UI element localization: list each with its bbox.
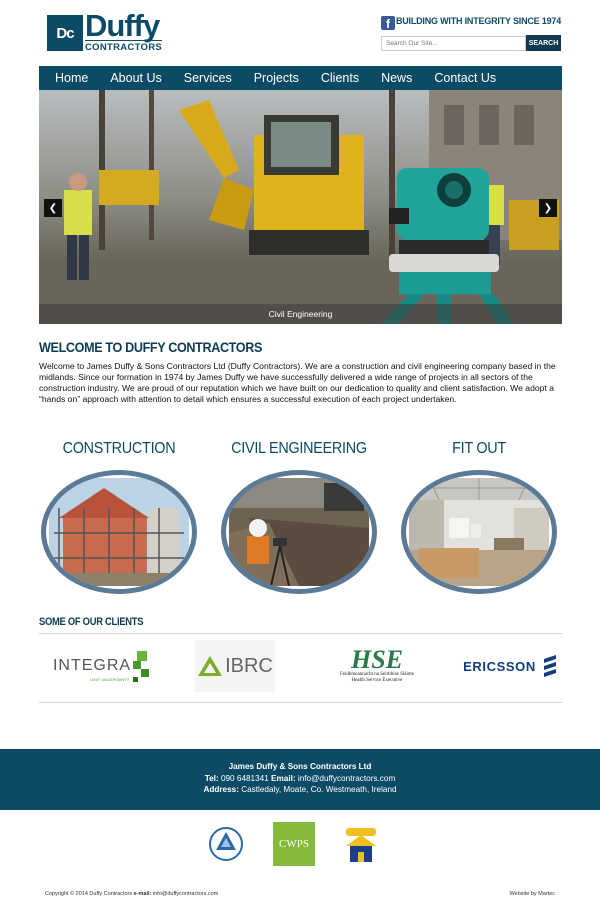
copyright <box>45 891 218 897</box>
logo-subtitle: CONTRACTORS <box>85 42 163 53</box>
website-credit[interactable]: Website by Martec <box>509 891 555 897</box>
logo-mark: Dc <box>47 15 83 51</box>
client-logo-hse[interactable] <box>332 640 422 692</box>
client-logo-integra[interactable] <box>52 640 152 692</box>
nav-services[interactable]: Services <box>183 71 232 85</box>
ericsson-bars-icon <box>542 655 558 677</box>
slider-caption: Civil Engineering <box>39 304 562 324</box>
integra-tagline: LIMIT UNCERTAINTY <box>90 677 130 682</box>
footer-tel-label: Tel: <box>204 773 219 783</box>
service-title[interactable]: FIT OUT <box>452 440 506 457</box>
hse-english-name: Health Service Executive <box>351 678 403 683</box>
nav-clients[interactable]: Clients <box>320 71 360 85</box>
service-image[interactable] <box>401 470 557 594</box>
logo-name: Duffy <box>85 8 160 43</box>
footer-address-label: Address: <box>203 785 239 794</box>
facebook-icon[interactable]: f <box>381 16 395 30</box>
divider <box>39 702 562 703</box>
footer-address: Castledaly, Moate, Co. Westmeath, Ireland <box>241 785 397 794</box>
footer-contact <box>0 749 600 810</box>
accreditation-badge-icon <box>208 822 244 866</box>
client-logo-ericsson[interactable] <box>458 640 563 692</box>
slider-image <box>39 90 562 324</box>
footer-company: James Duffy & Sons Contractors Ltd <box>228 762 372 771</box>
homebond-badge-icon <box>342 822 380 866</box>
service-title[interactable]: CONSTRUCTION <box>62 440 176 457</box>
slider-next-button[interactable]: ❯ <box>539 199 557 217</box>
search-button[interactable]: SEARCH <box>526 35 561 51</box>
service-image[interactable] <box>221 470 377 594</box>
ibrc-triangle-icon <box>197 655 223 677</box>
service-civil-engineering[interactable] <box>220 440 378 594</box>
service-fit-out[interactable] <box>400 440 558 594</box>
service-construction[interactable] <box>40 440 198 594</box>
nav-about-us[interactable]: About Us <box>110 71 162 85</box>
copyright-email-label: e-mail: <box>133 891 152 897</box>
divider <box>39 633 562 634</box>
slider-prev-button[interactable]: ❮ <box>44 199 62 217</box>
clients-title: SOME OF OUR CLIENTS <box>39 616 144 628</box>
client-logo-ibrc[interactable] <box>195 640 275 692</box>
nav-projects[interactable]: Projects <box>253 71 299 85</box>
nav-home[interactable]: Home <box>55 71 89 85</box>
footer-email[interactable]: info@duffycontractors.com <box>297 773 396 783</box>
main-nav <box>39 66 562 90</box>
ericsson-wordmark: ERICSSON <box>463 658 536 674</box>
accreditation-cwps: CWPS <box>273 822 315 866</box>
tagline: BUILDING WITH INTEGRITY SINCE 1974 <box>395 16 561 26</box>
footer-email-label: Email: <box>271 773 296 783</box>
hse-irish-name: Feidhmeannacht na Seirbhíse Sláinte <box>339 672 414 677</box>
welcome-title: WELCOME TO DUFFY CONTRACTORS <box>39 339 263 355</box>
footer-tel[interactable]: 090 6481341 <box>220 773 269 783</box>
ibrc-wordmark: IBRC <box>225 654 273 677</box>
service-image[interactable] <box>41 470 197 594</box>
integra-wordmark: INTEGRA <box>52 657 132 674</box>
search-input[interactable] <box>381 36 526 51</box>
hero-slider <box>39 90 562 324</box>
copyright-text: Copyright © 2014 Duffy Contractors <box>45 891 133 897</box>
welcome-text: Welcome to James Duffy & Sons Contractors Ltd (Duffy Contractors). We are a construction and civil engineering company based in the midlands. Since our formation in 1974 by James Duffy we have successfully delivered a wide range of projects in all sectors of the construction industry. We are proud of our reputation which we have built on our dedication to quality and client satisfaction. We adopt a “hands on” approach with attention to detail which ensures a successful execution of each project undertaken. <box>39 361 556 404</box>
service-title[interactable]: CIVIL ENGINEERING <box>231 440 367 457</box>
integra-blocks-icon <box>133 649 151 683</box>
copyright-email[interactable]: info@duffycontractors.com <box>152 891 219 897</box>
nav-news[interactable]: News <box>381 71 413 85</box>
site-logo[interactable] <box>47 8 177 54</box>
hse-mark: HSE <box>350 645 404 674</box>
nav-contact-us[interactable]: Contact Us <box>434 71 497 85</box>
